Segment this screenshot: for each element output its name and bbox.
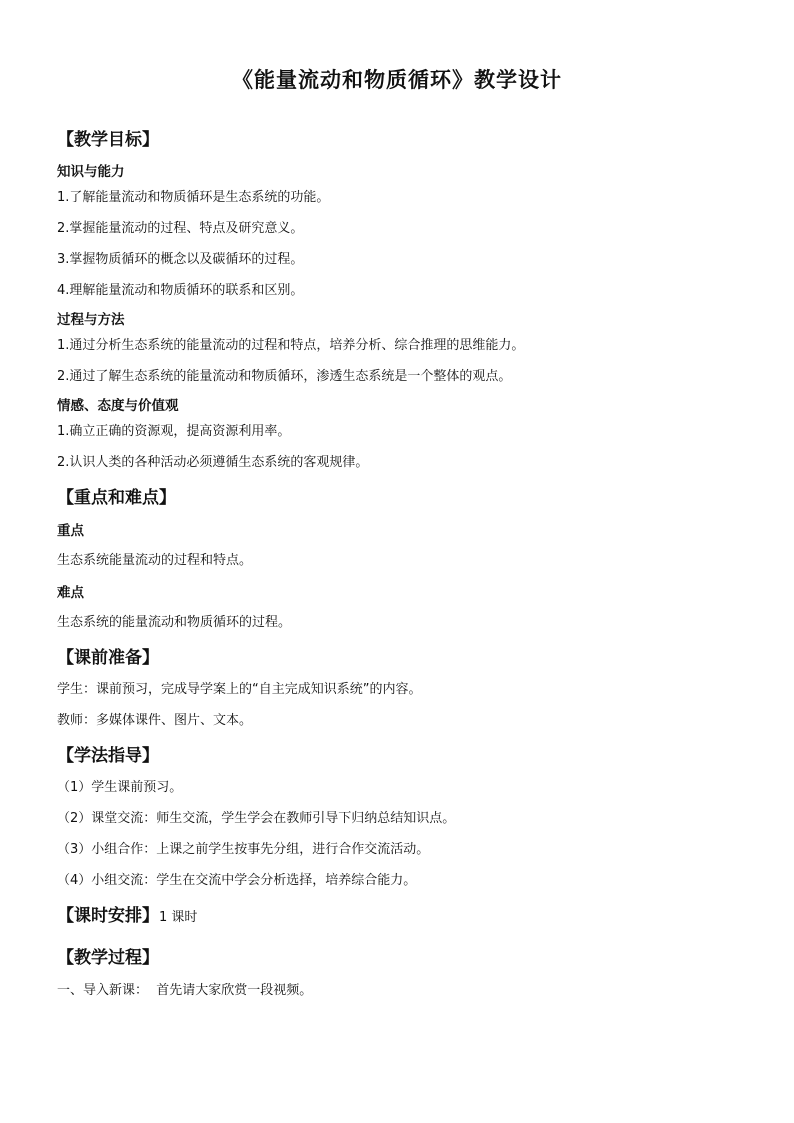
subheading-key: 重点 <box>57 523 84 539</box>
list-item: 3.掌握物质循环的概念以及碳循环的过程。 <box>57 252 304 267</box>
list-item: 4.理解能量流动和物质循环的联系和区别。 <box>57 283 304 298</box>
list-item: 1.通过分析生态系统的能量流动的过程和特点，培养分析、综合推理的思维能力。 <box>57 338 525 353</box>
key-point-text: 生态系统能量流动的过程和特点。 <box>57 553 253 568</box>
section-study-method <box>57 743 747 891</box>
list-item: 1.确立正确的资源观，提高资源利用率。 <box>57 424 291 439</box>
list-item: 1.了解能量流动和物质循环是生态系统的功能。 <box>57 190 330 205</box>
list-item: 学生：课前预习，完成导学案上的“自主完成知识系统”的内容。 <box>57 682 422 697</box>
process-intro: 一、导入新课： 首先请大家欣赏一段视频。 <box>57 983 313 998</box>
list-item: 2.掌握能量流动的过程、特点及研究意义。 <box>57 221 304 236</box>
subheading-process: 过程与方法 <box>57 312 125 328</box>
list-item: 2.通过了解生态系统的能量流动和物质循环，渗透生态系统是一个整体的观点。 <box>57 369 512 384</box>
subheading-difficult: 难点 <box>57 585 84 601</box>
list-item: （2）课堂交流：师生交流，学生学会在教师引导下归纳总结知识点。 <box>57 811 456 826</box>
list-item: （4）小组交流：学生在交流中学会分析选择，培养综合能力。 <box>57 873 417 888</box>
list-item: 教师：多媒体课件、图片、文本。 <box>57 713 253 728</box>
section-teaching-process <box>57 945 747 1001</box>
subheading-knowledge: 知识与能力 <box>57 164 125 180</box>
section-heading-teaching-process: 【教学过程】 <box>57 948 159 968</box>
list-item: 2.认识人类的各种活动必须遵循生态系统的客观规律。 <box>57 455 369 470</box>
list-item: （1）学生课前预习。 <box>57 780 183 795</box>
section-heading-schedule: 【课时安排】 <box>57 906 159 926</box>
document-body <box>57 127 747 1001</box>
section-teaching-goals <box>57 127 747 473</box>
list-item: （3）小组合作：上课之前学生按事先分组，进行合作交流活动。 <box>57 842 430 857</box>
section-heading-key-points: 【重点和难点】 <box>57 488 176 508</box>
document-title: 《能量流动和物质循环》教学设计 <box>232 68 562 92</box>
difficult-point-text: 生态系统的能量流动和物质循环的过程。 <box>57 615 292 630</box>
subheading-attitude: 情感、态度与价值观 <box>57 398 179 414</box>
section-heading-goals: 【教学目标】 <box>57 130 159 150</box>
schedule-value: 1 课时 <box>159 910 198 925</box>
section-heading-study-method: 【学法指导】 <box>57 746 159 766</box>
section-schedule <box>57 903 747 931</box>
section-key-points <box>57 485 747 633</box>
section-heading-preparation: 【课前准备】 <box>57 648 159 668</box>
section-preparation <box>57 645 747 731</box>
